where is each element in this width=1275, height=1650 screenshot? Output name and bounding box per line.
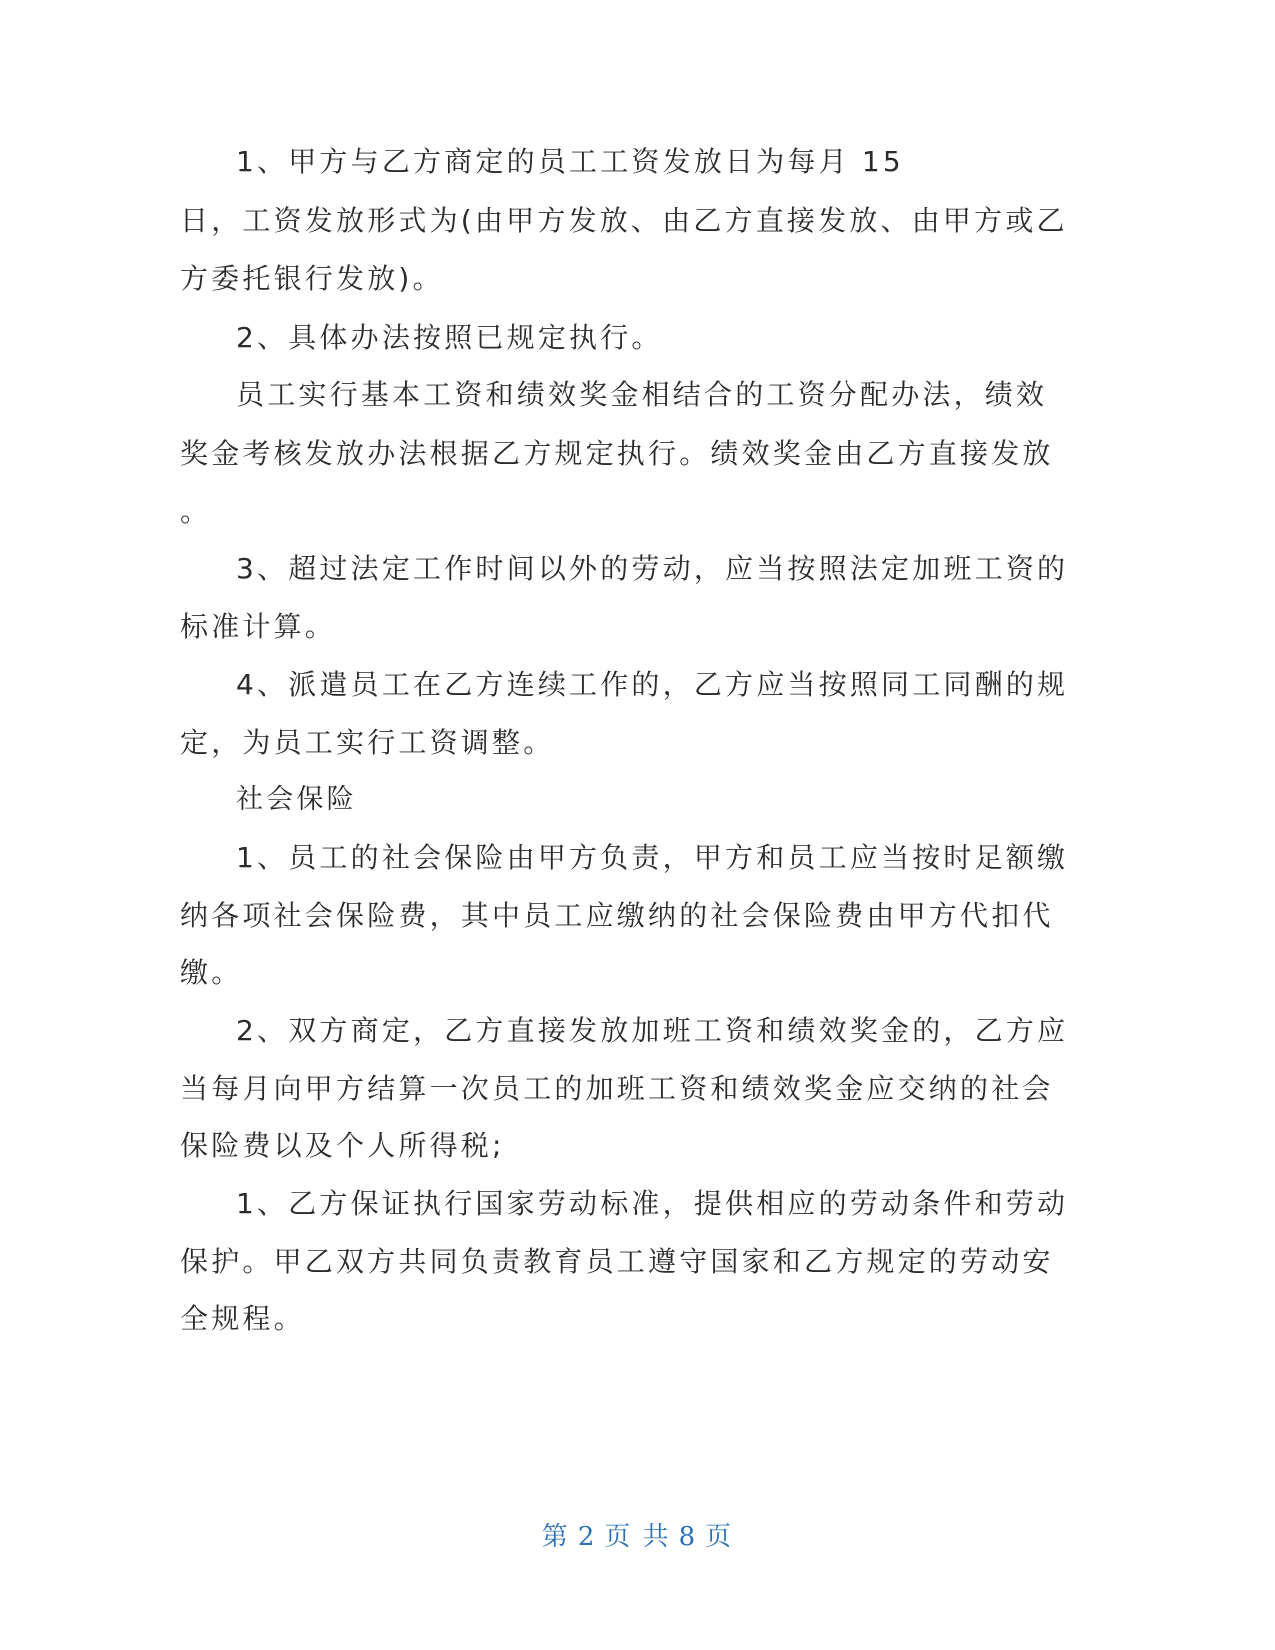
total-pages-number: 8 <box>678 1522 698 1552</box>
text-line: 3、超过法定工作时间以外的劳动，应当按照法定加班工资的 <box>236 552 1069 585</box>
text-line: 1、甲方与乙方商定的员工工资发放日为每月 15 <box>236 145 904 178</box>
text-line: 2、具体办法按照已规定执行。 <box>236 321 663 354</box>
text-line: 标准计算。 <box>180 610 337 643</box>
text-line: 缴。 <box>180 956 243 989</box>
section-heading: 社会保险 <box>236 784 357 815</box>
text-line: 4、派遣员工在乙方连续工作的，乙方应当按照同工同酬的规 <box>236 668 1069 701</box>
text-line: 奖金考核发放办法根据乙方规定执行。绩效奖金由乙方直接发放 <box>180 437 1054 470</box>
text-line: 当每月向甲方结算一次员工的加班工资和绩效奖金应交纳的社会 <box>180 1072 1054 1105</box>
text-line: 方委托银行发放)。 <box>180 262 444 295</box>
text-line: 保护。甲乙双方共同负责教育员工遵守国家和乙方规定的劳动安 <box>180 1245 1054 1278</box>
footer-suffix: 页 <box>705 1522 734 1552</box>
text-line: 2、双方商定，乙方直接发放加班工资和绩效奖金的，乙方应 <box>236 1014 1069 1047</box>
footer-middle: 页 共 <box>604 1522 671 1552</box>
text-line: 。 <box>180 495 212 528</box>
footer-prefix: 第 <box>541 1522 570 1552</box>
text-line: 日，工资发放形式为(由甲方发放、由乙方直接发放、由甲方或乙 <box>180 204 1068 237</box>
page-footer <box>0 1520 1275 1554</box>
text-line: 纳各项社会保险费，其中员工应缴纳的社会保险费由甲方代扣代 <box>180 899 1054 932</box>
text-line: 保险费以及个人所得税; <box>180 1129 505 1162</box>
text-line: 定，为员工实行工资调整。 <box>180 726 555 759</box>
text-line: 1、乙方保证执行国家劳动标准，提供相应的劳动条件和劳动 <box>236 1187 1069 1220</box>
text-line: 全规程。 <box>180 1302 305 1335</box>
text-line: 1、员工的社会保险由甲方负责，甲方和员工应当按时足额缴 <box>236 841 1069 874</box>
current-page-number: 2 <box>577 1522 597 1552</box>
text-line: 员工实行基本工资和绩效奖金相结合的工资分配办法，绩效 <box>236 378 1048 411</box>
